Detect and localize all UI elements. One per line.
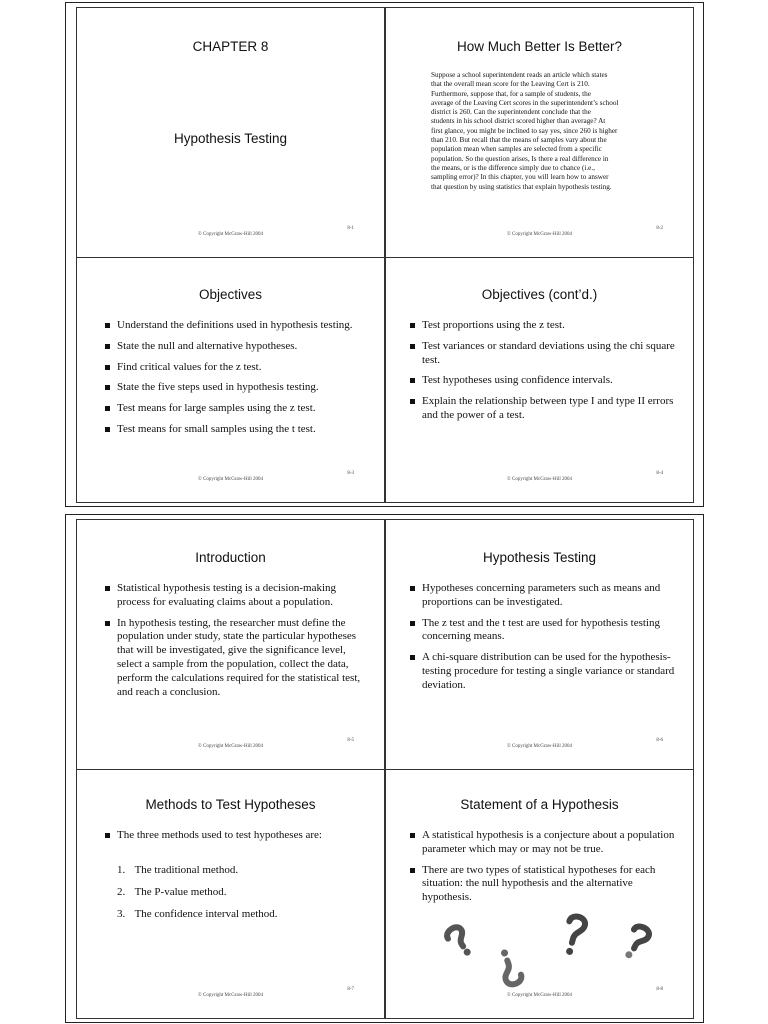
bullet-list xyxy=(105,829,366,850)
slide-8 xyxy=(385,769,694,1019)
slide-paragraph xyxy=(431,71,667,192)
bullet-item: Statistical hypothesis testing is a decision-making process for evaluating claims about a population. xyxy=(105,582,366,610)
question-mark-icon xyxy=(560,911,588,959)
paragraph-line: sampling error)? In this chapter, you will learn how to answer xyxy=(431,173,609,182)
copyright: © Copyright McGraw-Hill 2004 xyxy=(197,232,264,237)
slide-number: 8-1 xyxy=(347,226,354,231)
paragraph-line: Suppose a school superintendent reads an article which states xyxy=(431,71,608,79)
item-number: 3. xyxy=(117,907,126,920)
slide-title: Methods to Test Hypotheses xyxy=(145,797,316,812)
bullet-list xyxy=(105,582,366,706)
paragraph-line: students in his school district scored higher than average? At xyxy=(431,117,606,126)
slide-7 xyxy=(76,769,385,1019)
paragraph-line: that the overall mean score for the Leaving Cert is 210. xyxy=(431,80,590,89)
bullet-item: The z test and the t test are used for hypothesis testing concerning means. xyxy=(410,617,675,645)
bullet-item: Test means for small samples using the t test. xyxy=(105,423,366,437)
handout-page-1 xyxy=(65,2,704,507)
slide-title: Statement of a Hypothesis xyxy=(460,797,619,812)
paragraph-line: than 210. But recall that the means of samples vary about the xyxy=(431,136,607,145)
item-number: 1. xyxy=(117,864,126,876)
numbered-item xyxy=(117,908,366,922)
bullet-item: Hypotheses concerning parameters such as means and proportions can be investigated. xyxy=(410,582,675,610)
slide-6 xyxy=(385,519,694,769)
slide-number: 8-2 xyxy=(656,226,663,231)
slide-number: 8-7 xyxy=(347,987,354,992)
item-text: The traditional method. xyxy=(134,864,239,876)
slide-2 xyxy=(385,7,694,257)
slide-title: CHAPTER 8 xyxy=(192,39,269,54)
copyright: © Copyright McGraw-Hill 2004 xyxy=(506,744,573,749)
bullet-item: State the null and alternative hypotheses. xyxy=(105,340,366,354)
copyright: © Copyright McGraw-Hill 2004 xyxy=(506,232,573,237)
copyright: © Copyright McGraw-Hill 2004 xyxy=(197,993,264,998)
paragraph-line: district is 260. Can the superintendent conclude that the xyxy=(431,108,591,117)
bullet-list xyxy=(105,319,366,444)
numbered-item xyxy=(117,864,366,878)
bullet-item: Explain the relationship between type I and type II errors and the power of a test. xyxy=(410,395,675,423)
bullet-list xyxy=(410,829,675,912)
copyright: © Copyright McGraw-Hill 2004 xyxy=(197,744,264,749)
question-mark-icon xyxy=(438,919,478,959)
bullet-item: State the five steps used in hypothesis testing. xyxy=(105,381,366,395)
slide-number: 8-4 xyxy=(656,471,663,476)
bullet-item: The three methods used to test hypotheses are: xyxy=(105,829,366,843)
item-text: The confidence interval method. xyxy=(134,907,278,920)
bullet-list xyxy=(410,319,675,430)
slide-title: Objectives (cont’d.) xyxy=(481,287,598,302)
slide-title: Objectives xyxy=(198,287,263,302)
paragraph-line: that question by using statistics that explain hypothesis testing. xyxy=(431,182,612,191)
copyright: © Copyright McGraw-Hill 2004 xyxy=(506,993,573,998)
paragraph-line: population. So the question arises, Is there a real difference in xyxy=(431,154,609,163)
slide-title: Introduction xyxy=(195,550,266,565)
handout-page-2 xyxy=(65,514,704,1023)
bullet-item: A chi-square distribution can be used for the hypothesis-testing procedure for testing a single variance or standard deviation. xyxy=(410,651,675,692)
slide-title: Hypothesis Testing xyxy=(482,550,597,565)
item-number: 2. xyxy=(117,885,126,898)
paragraph-line: average of the Leaving Cert scores in the superintendent’s school xyxy=(431,98,619,107)
paragraph-line: Furthermore, suppose that, for a sample of students, the xyxy=(431,89,591,98)
copyright: © Copyright McGraw-Hill 2004 xyxy=(197,477,264,482)
slide-title: How Much Better Is Better? xyxy=(456,39,623,54)
slide-4 xyxy=(385,257,694,503)
bullet-item: There are two types of statistical hypotheses for each situation: the null hypothesis and the alternative hypothesis. xyxy=(410,864,675,905)
numbered-list xyxy=(117,864,366,929)
slide-1 xyxy=(76,7,385,257)
bullet-item: Test variances or standard deviations using the chi square test. xyxy=(410,340,675,368)
paragraph-line: the means, or is the difference simply due to chance (i.e., xyxy=(431,163,595,172)
paragraph-line: first glance, you might be inclined to say yes, since 260 is higher xyxy=(431,126,618,135)
question-mark-icon xyxy=(494,944,526,992)
numbered-item xyxy=(117,886,366,900)
bullet-item: Test proportions using the z test. xyxy=(410,319,675,333)
bullet-item: Understand the definitions used in hypothesis testing. xyxy=(105,319,366,333)
bullet-item: Test means for large samples using the z test. xyxy=(105,402,366,416)
copyright: © Copyright McGraw-Hill 2004 xyxy=(506,477,573,482)
bullet-list xyxy=(410,582,675,700)
slide-3 xyxy=(76,257,385,503)
slide-number: 8-6 xyxy=(656,738,663,743)
bullet-item: In hypothesis testing, the researcher must define the population under study, state the particular hypotheses that will be investigated, give the significance level, select a sample from the population, collect the data, perform the calculations required for the statistical test, and reach a conclusion. xyxy=(105,617,366,700)
slide-number: 8-8 xyxy=(656,987,663,992)
paragraph-line: population mean when samples are selected from a specific xyxy=(431,145,602,154)
slide-number: 8-5 xyxy=(347,738,354,743)
item-text: The P-value method. xyxy=(134,885,227,898)
bullet-item: Find critical values for the z test. xyxy=(105,361,366,375)
bullet-item: A statistical hypothesis is a conjecture about a population parameter which may or may not be true. xyxy=(410,829,675,857)
slide-subtitle: Hypothesis Testing xyxy=(173,131,288,146)
question-mark-icon xyxy=(618,921,656,963)
bullet-item: Test hypotheses using confidence intervals. xyxy=(410,374,675,388)
slide-5 xyxy=(76,519,385,769)
slide-number: 8-3 xyxy=(347,471,354,476)
